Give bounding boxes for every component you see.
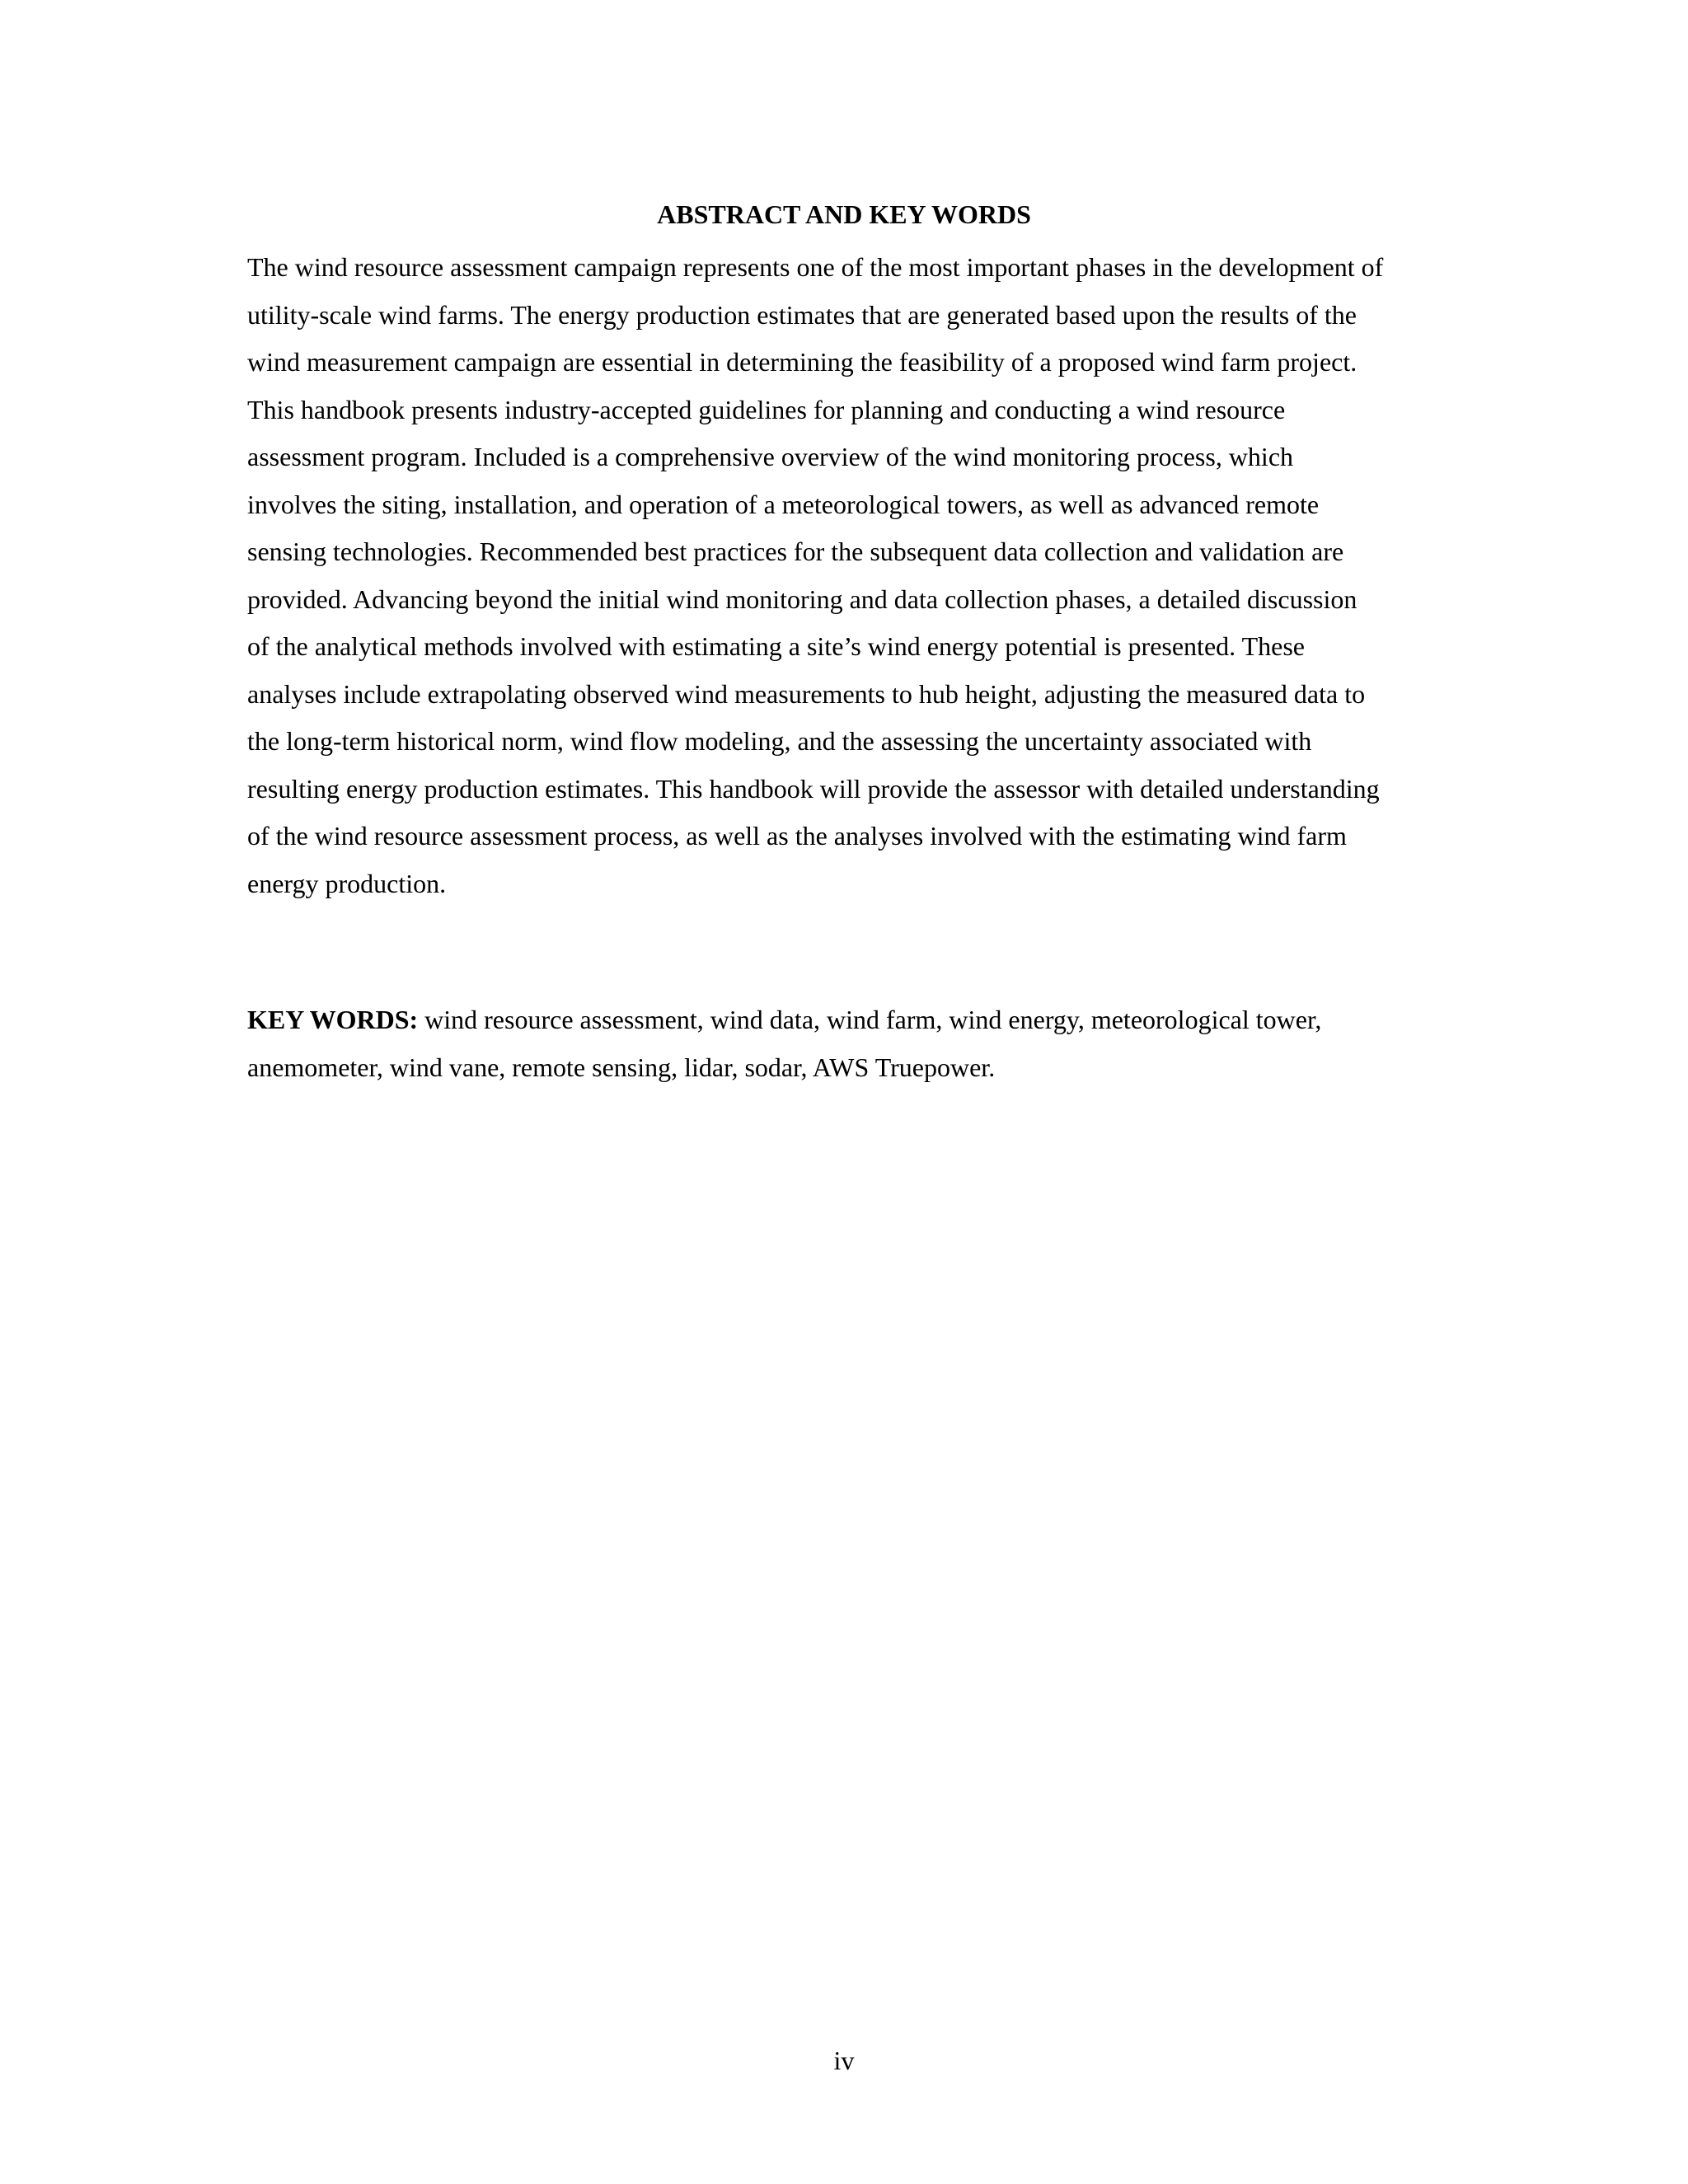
abstract-line: the long-term historical norm, wind flow modeling, and the assessing the uncertainty associated with — [247, 726, 1312, 756]
keywords-line — [247, 996, 1451, 1044]
abstract-line: wind measurement campaign are essential in determining the feasibility of a proposed wind farm project. — [247, 347, 1357, 377]
abstract-line: energy production. — [247, 868, 447, 898]
abstract-line: analyses include extrapolating observed wind measurements to hub height, adjusting the measured data to — [247, 678, 1366, 709]
abstract-line: The wind resource assessment campaign represents one of the most important phases in the development of — [247, 252, 1384, 282]
keywords-text: wind resource assessment, wind data, wind farm, wind energy, meteorological tower, — [424, 1005, 1322, 1034]
abstract-line: involves the siting, installation, and operation of a meteorological towers, as well as advanced remote — [247, 489, 1320, 519]
keywords-paragraph — [247, 996, 1451, 1091]
keywords-line: anemometer, wind vane, remote sensing, lidar, sodar, AWS Truepower. — [247, 1052, 996, 1082]
page-number: iv — [833, 2046, 855, 2075]
abstract-line: sensing technologies. Recommended best practices for the subsequent data collection and validation are — [247, 537, 1344, 566]
abstract-paragraph — [247, 244, 1451, 907]
abstract-line: This handbook presents industry-accepted guidelines for planning and conducting a wind resource — [247, 394, 1286, 424]
abstract-line: assessment program. Included is a comprehensive overview of the wind monitoring process, which — [247, 442, 1294, 471]
abstract-line: of the analytical methods involved with estimating a site’s wind energy potential is presented. These — [247, 631, 1305, 661]
page-title: ABSTRACT AND KEY WORDS — [657, 199, 1031, 229]
abstract-line: resulting energy production estimates. This handbook will provide the assessor with detailed understanding — [247, 773, 1380, 804]
abstract-line: utility-scale wind farms. The energy production estimates that are generated based upon the results of the — [247, 299, 1357, 330]
keywords-label: KEY WORDS: — [247, 1005, 419, 1034]
abstract-line: of the wind resource assessment process, as well as the analyses involved with the estimating wind farm — [247, 821, 1347, 851]
abstract-line: provided. Advancing beyond the initial wind monitoring and data collection phases, a detailed discussion — [247, 583, 1357, 614]
